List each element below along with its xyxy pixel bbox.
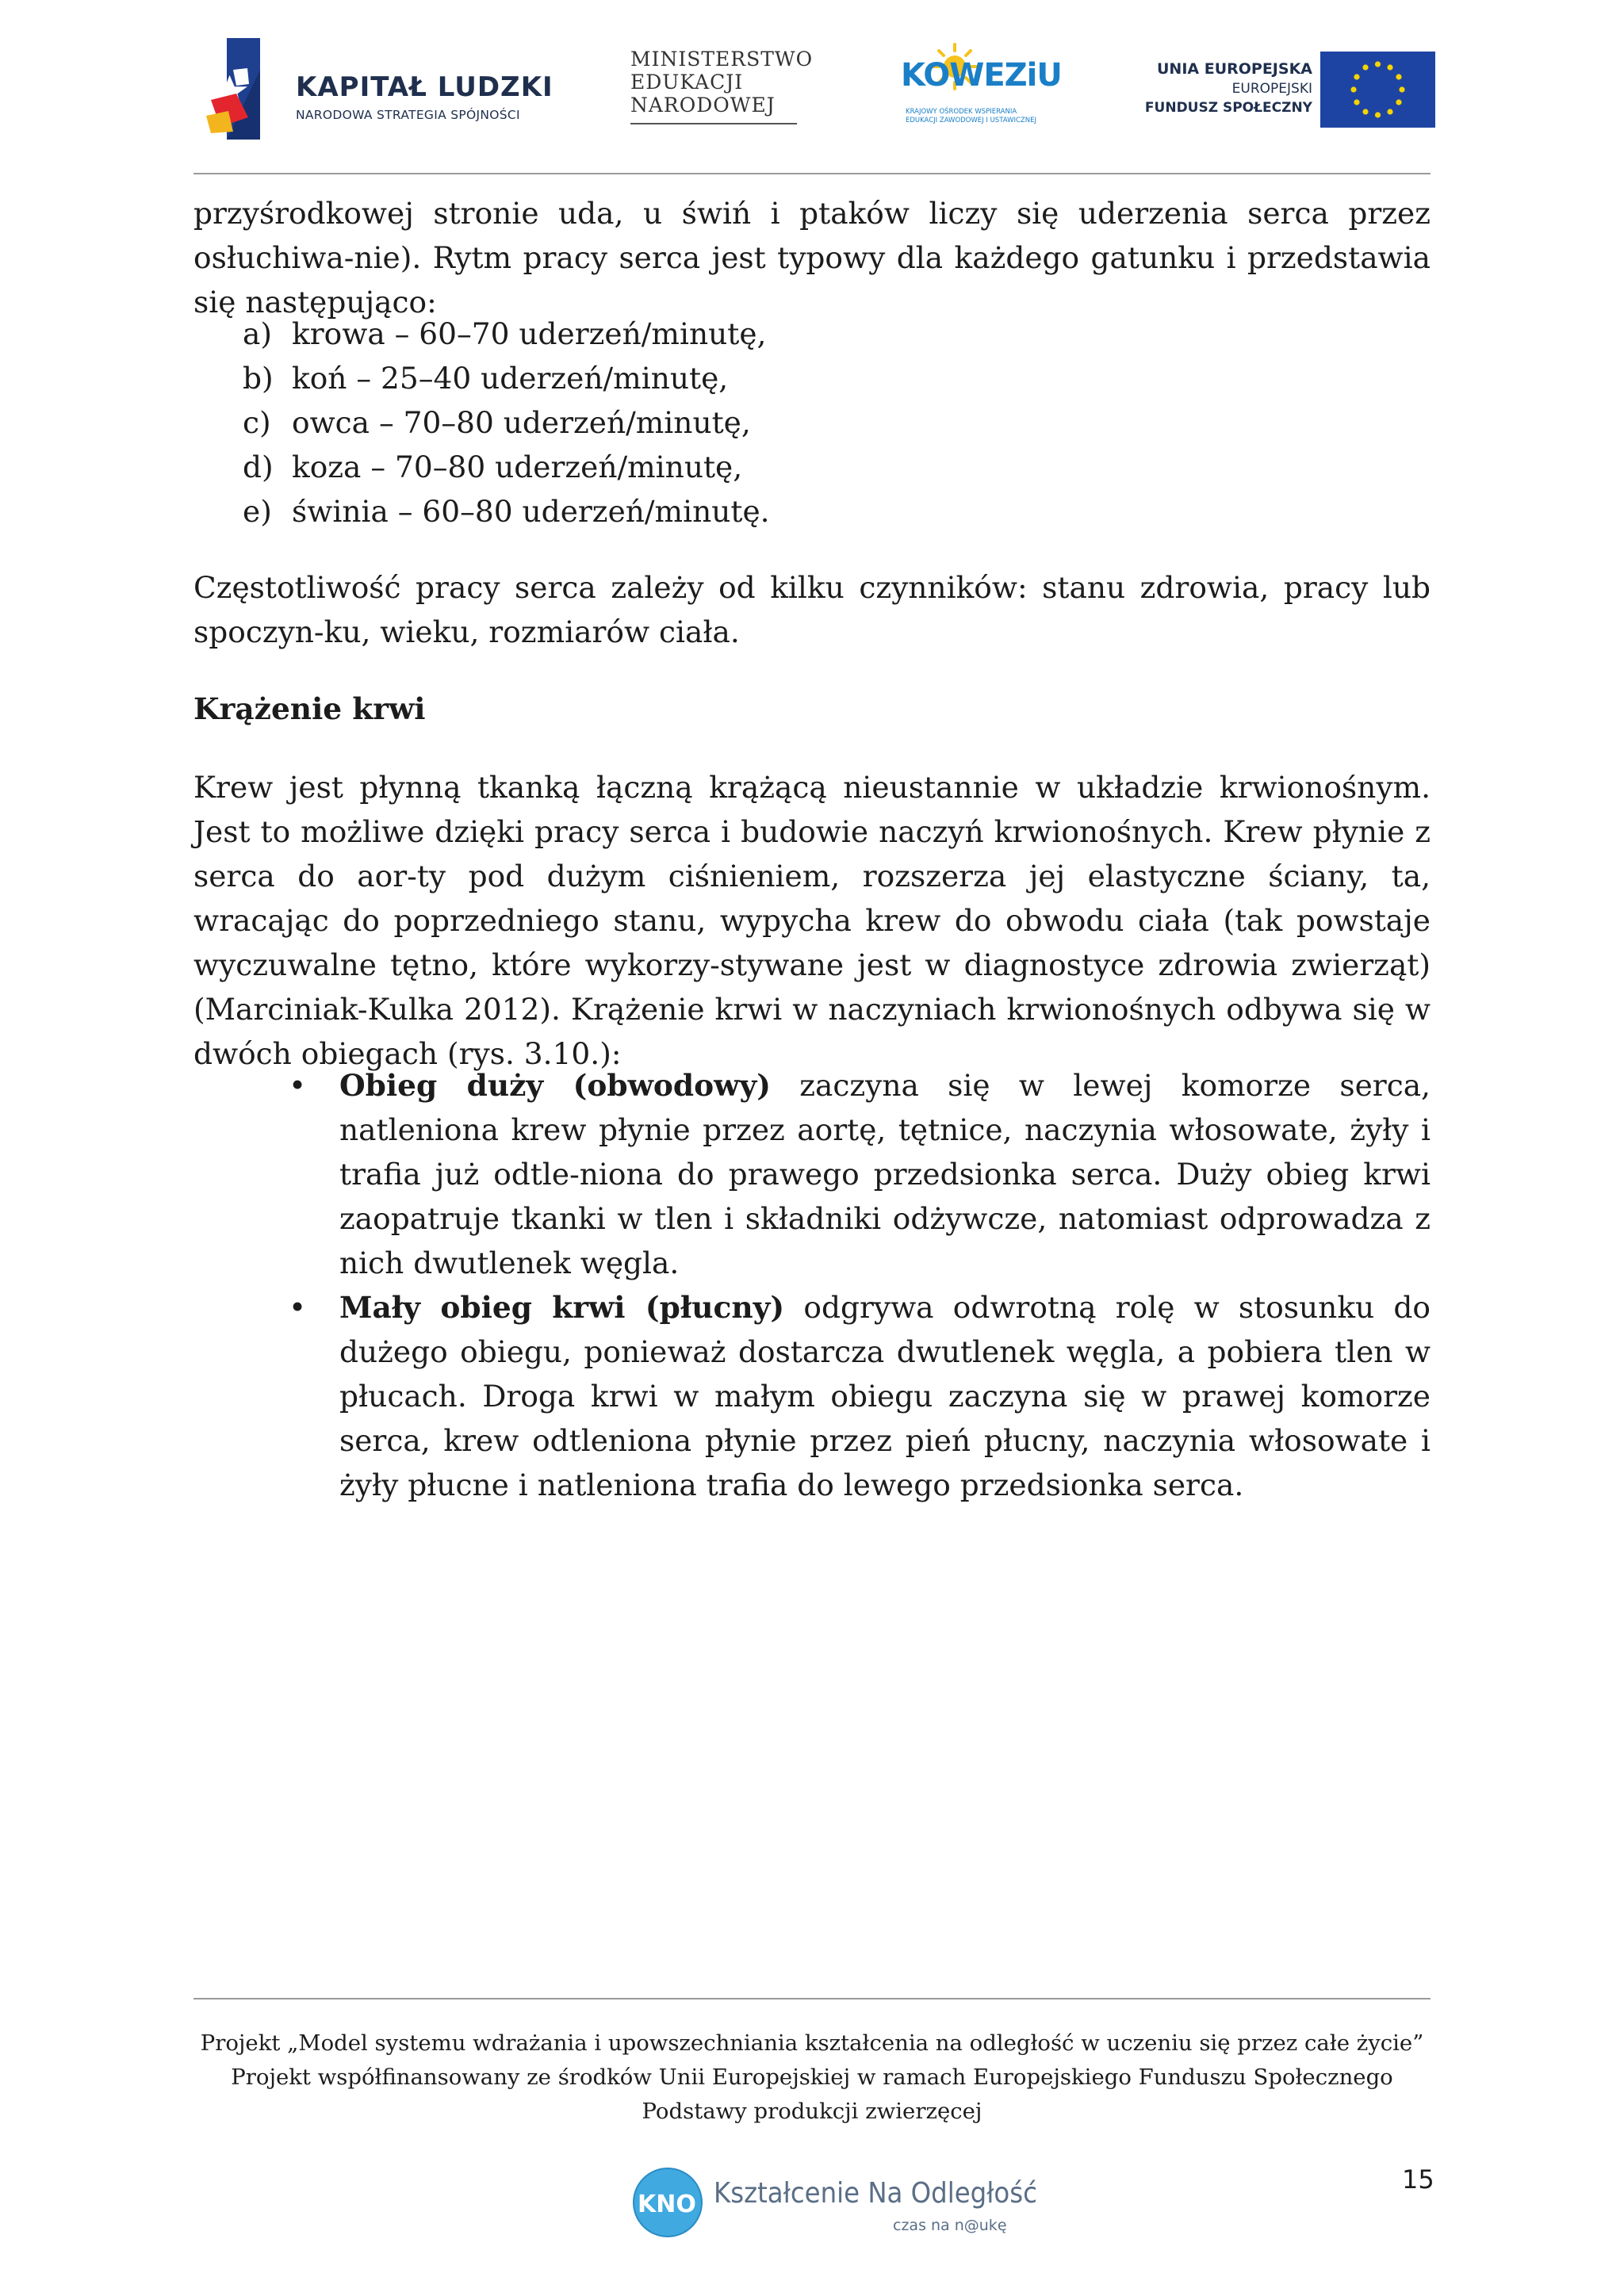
paragraph-blood-circulation: Krew jest płynną tkanką łączną krążącą nieustannie w układzie krwionośnym. Jest to możliwe dzięki pracy serca i budowie naczyń krwionośnych. Krew płynie z serca do aor-ty pod dużym ciśnieniem, rozszerza jej elastyczne ściany, ta, wracając do poprzedniego stanu, wypycha krew do obwodu ciała (tak powstaje wyczuwalne tętno, które wykorzy-stywane jest w diagnostyce zdrowia zwierząt) (Marciniak-Kulka 2012). Krążenie krwi w naczyniach krwionośnych odbywa się w dwóch obiegach (rys. 3.10.): (193, 770, 1431, 1071)
list-item (243, 356, 770, 400)
kapital-ludzki-subtitle: NARODOWA STRATEGIA SPÓJNOŚCI (296, 108, 520, 122)
list-item (243, 400, 770, 445)
circulation-list (193, 1063, 1431, 1507)
logo-kapital-ludzki (205, 38, 553, 141)
footer-project-line: Projekt „Model systemu wdrażania i upowszechniania kształcenia na odległość w uczeniu się przez całe życie” (200, 2030, 1424, 2056)
list-marker: c) (243, 405, 271, 440)
circulation-text: zaczyna się w lewej komorze serca, natleniona krew płynie przez aortę, tętnice, naczynia włosowate, żyły i trafia już odtle-niona do prawego przedsionka serca. Duży obieg krwi zaopatruje tkanki w tlen i składniki odżywcze, natomiast odprowadza z nich dwutlenek węgla. (339, 1068, 1431, 1280)
koweziu-subtitle-line1: KRAJOWY OŚRODEK WSPIERANIA (906, 108, 1017, 116)
circulation-term: Obieg duży (obwodowy) (339, 1068, 771, 1103)
list-item-text: krowa – 60–70 uderzeń/minutę, (292, 316, 767, 351)
ue-line2: EUROPEJSKI (1231, 81, 1312, 97)
ue-line3: FUNDUSZ SPOŁECZNY (1144, 100, 1312, 116)
list-marker: a) (243, 316, 272, 351)
circulation-term: Mały obieg krwi (płucny) (339, 1290, 785, 1325)
circulation-item-small (193, 1285, 1431, 1507)
footer (193, 2026, 1431, 2129)
header-divider (193, 173, 1431, 174)
ministerstwo-line2: EDUKACJI (630, 71, 744, 94)
list-marker: d) (243, 450, 274, 484)
logo-unia-europejska (1142, 49, 1435, 135)
kapital-ludzki-title: KAPITAŁ LUDZKI (296, 71, 553, 103)
ministerstwo-line3: NARODOWEJ (630, 94, 776, 117)
kapital-ludzki-emblem-icon (205, 38, 284, 141)
bullet-icon: • (289, 1068, 307, 1103)
ministerstwo-rule (630, 123, 797, 124)
paragraph-frequency: Częstotliwość pracy serca zależy od kilku czynników: stanu zdrowia, pracy lub spoczyn-ku, wieku, rozmiarów ciała. (193, 570, 1431, 649)
koweziu-title: KOWEZiU (901, 57, 1062, 94)
footer-course-title: Podstawy produkcji zwierzęcej (642, 2099, 982, 2124)
list-item (243, 312, 770, 356)
ministerstwo-line1: MINISTERSTWO (630, 48, 814, 71)
svg-text:KNO: KNO (638, 2191, 696, 2218)
kno-subtitle: czas na n@ukę (893, 2217, 1007, 2234)
page-number: 15 (1402, 2164, 1434, 2195)
list-item (243, 445, 770, 489)
circulation-text: odgrywa odwrotną rolę w stosunku do dużego obiegu, ponieważ dostarcza dwutlenek węgla, a pobiera tlen w płucach. Droga krwi w małym obiegu zaczyna się w prawej komorze serca, krew odtleniona płynie przez pień płucny, naczynia włosowate i żyły płucne i natleniona trafia do lewego przedsionka serca. (339, 1290, 1431, 1502)
footer-funding-line: Projekt współfinansowany ze środków Unii Europejskiej w ramach Europejskiego Funduszu Społecznego (231, 2064, 1393, 2090)
heart-rate-list (243, 312, 770, 534)
paragraph-continued: przyśrodkowej stronie uda, u świń i ptaków liczy się uderzenia serca przez osłuchiwa-nie). Rytm pracy serca jest typowy dla każdego gatunku i przedstawia się następująco: (193, 196, 1431, 320)
ue-line1: UNIA EUROPEJSKA (1157, 60, 1312, 78)
list-item-text: świnia – 60–80 uderzeń/minutę. (292, 494, 770, 529)
list-marker: b) (243, 361, 274, 396)
logo-koweziu (894, 40, 1061, 135)
list-item-text: koza – 70–80 uderzeń/minutę, (292, 450, 743, 484)
list-item-text: owca – 70–80 uderzeń/minutę, (292, 405, 751, 440)
bullet-icon: • (289, 1290, 307, 1325)
list-marker: e) (243, 494, 272, 529)
list-item-text: koń – 25–40 uderzeń/minutę, (292, 361, 729, 396)
logo-ministerstwo (630, 48, 814, 135)
koweziu-subtitle (906, 108, 1036, 125)
section-heading: Krążenie krwi (193, 691, 426, 726)
logo-ksztalcenie-na-odleglosc (631, 2164, 1037, 2244)
list-item (243, 489, 770, 534)
kno-title: Kształcenie Na Odległość (714, 2177, 1037, 2210)
eu-flag-icon (1320, 52, 1435, 128)
kno-globe-icon (631, 2166, 704, 2239)
koweziu-subtitle-line2: EDUKACJI ZAWODOWEJ I USTAWICZNEJ (906, 117, 1036, 124)
footer-divider (193, 1998, 1431, 1999)
circulation-item-large (193, 1063, 1431, 1285)
